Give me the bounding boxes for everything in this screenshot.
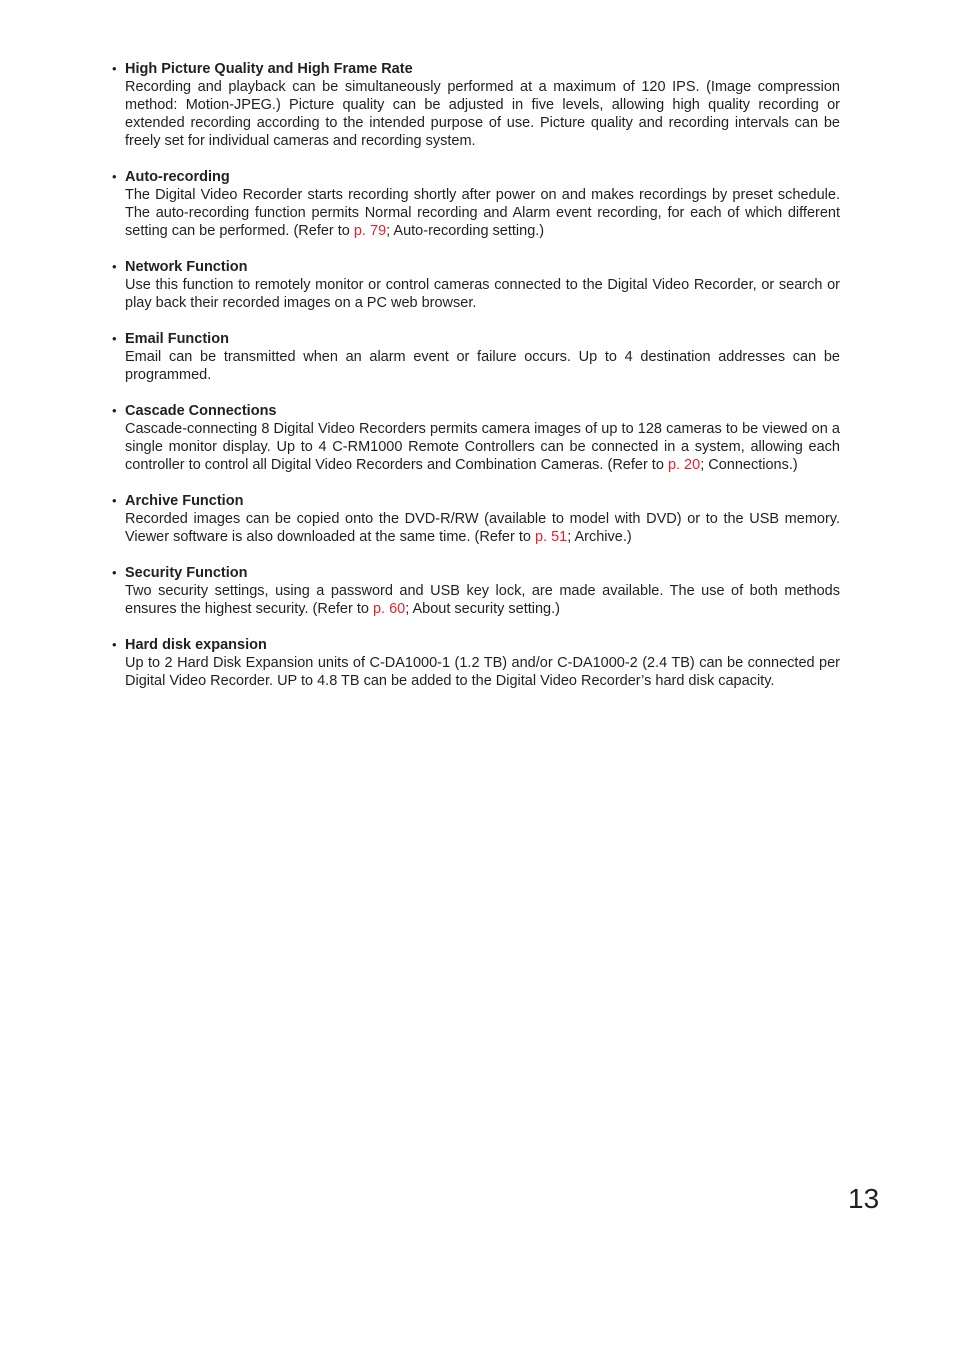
page-reference-link[interactable]: p. 79 [353, 223, 387, 239]
bullet: • [112, 169, 117, 184]
feature-cascade-connections [112, 402, 840, 474]
feature-heading: Security Function [125, 565, 248, 581]
feature-high-picture-quality [112, 60, 840, 150]
feature-heading: Archive Function [125, 493, 244, 509]
bullet: • [112, 403, 117, 418]
feature-heading: Network Function [125, 259, 248, 275]
feature-description [125, 420, 840, 474]
feature-heading: Cascade Connections [125, 403, 277, 419]
page-content [112, 60, 840, 708]
page-number: 13 [848, 1183, 880, 1214]
feature-description: Email can be transmitted when an alarm event or failure occurs. Up to 4 destination addresses can be programmed. [125, 349, 840, 383]
bullet: • [112, 259, 117, 274]
description-text: ; Auto-recording setting.) [386, 223, 545, 239]
description-text: ; About security setting.) [405, 601, 560, 617]
feature-heading: Hard disk expansion [125, 637, 267, 653]
description-text: Cascade-connecting 8 Digital Video Recorders permits camera images of up to 128 cameras to be viewed on a single monitor display. Up to 4 C-RM1000 Remote Controllers can be connected in a system, allowing each controller to control all Digital Video Recorders and Combination Cameras. (Refer to [125, 421, 840, 473]
feature-description: Up to 2 Hard Disk Expansion units of C-DA1000-1 (1.2 TB) and/or C-DA1000-2 (2.4 TB) can be connected per Digital Video Recorder. UP to 4.8 TB can be added to the Digital Video Recorder’s hard disk capacity. [125, 655, 840, 689]
feature-description [125, 186, 840, 240]
page-reference-link[interactable]: p. 51 [534, 529, 568, 545]
bullet: • [112, 61, 117, 76]
feature-description: Recording and playback can be simultaneously performed at a maximum of 120 IPS. (Image compression method: Motion-JPEG.) Picture quality can be adjusted in five levels, allowing high quality recording or extended recording according to the intended purpose of use. Picture quality and recording intervals can be freely set for individual cameras and recording system. [125, 79, 840, 149]
page-reference-link[interactable]: p. 60 [372, 601, 406, 617]
page-reference-link[interactable]: p. 20 [667, 457, 701, 473]
feature-security-function [112, 564, 840, 618]
bullet: • [112, 493, 117, 508]
bullet: • [112, 331, 117, 346]
bullet: • [112, 637, 117, 652]
feature-hard-disk-expansion [112, 636, 840, 690]
feature-archive-function [112, 492, 840, 546]
feature-description: Use this function to remotely monitor or control cameras connected to the Digital Video Recorder, or search or play back their recorded images on a PC web browser. [125, 277, 840, 311]
feature-auto-recording [112, 168, 840, 240]
feature-heading: Email Function [125, 331, 229, 347]
description-text: ; Connections.) [700, 457, 798, 473]
description-text: Two security settings, using a password and USB key lock, are made available. The use of both methods ensures the highest security. (Refer to [125, 583, 840, 617]
feature-description [125, 510, 840, 546]
feature-heading: High Picture Quality and High Frame Rate [125, 61, 413, 77]
feature-heading: Auto-recording [125, 169, 230, 185]
description-text: Recorded images can be copied onto the DVD-R/RW (available to model with DVD) or to the USB memory. Viewer software is also downloaded at the same time. (Refer to [125, 511, 840, 545]
bullet: • [112, 565, 117, 580]
description-text: ; Archive.) [567, 529, 632, 545]
description-text: The Digital Video Recorder starts recording shortly after power on and makes recordings by preset schedule. The auto-recording function permits Normal recording and Alarm event recording, for each of which different setting can be performed. (Refer to [125, 187, 840, 239]
feature-email-function [112, 330, 840, 384]
feature-network-function [112, 258, 840, 312]
feature-description [125, 582, 840, 618]
